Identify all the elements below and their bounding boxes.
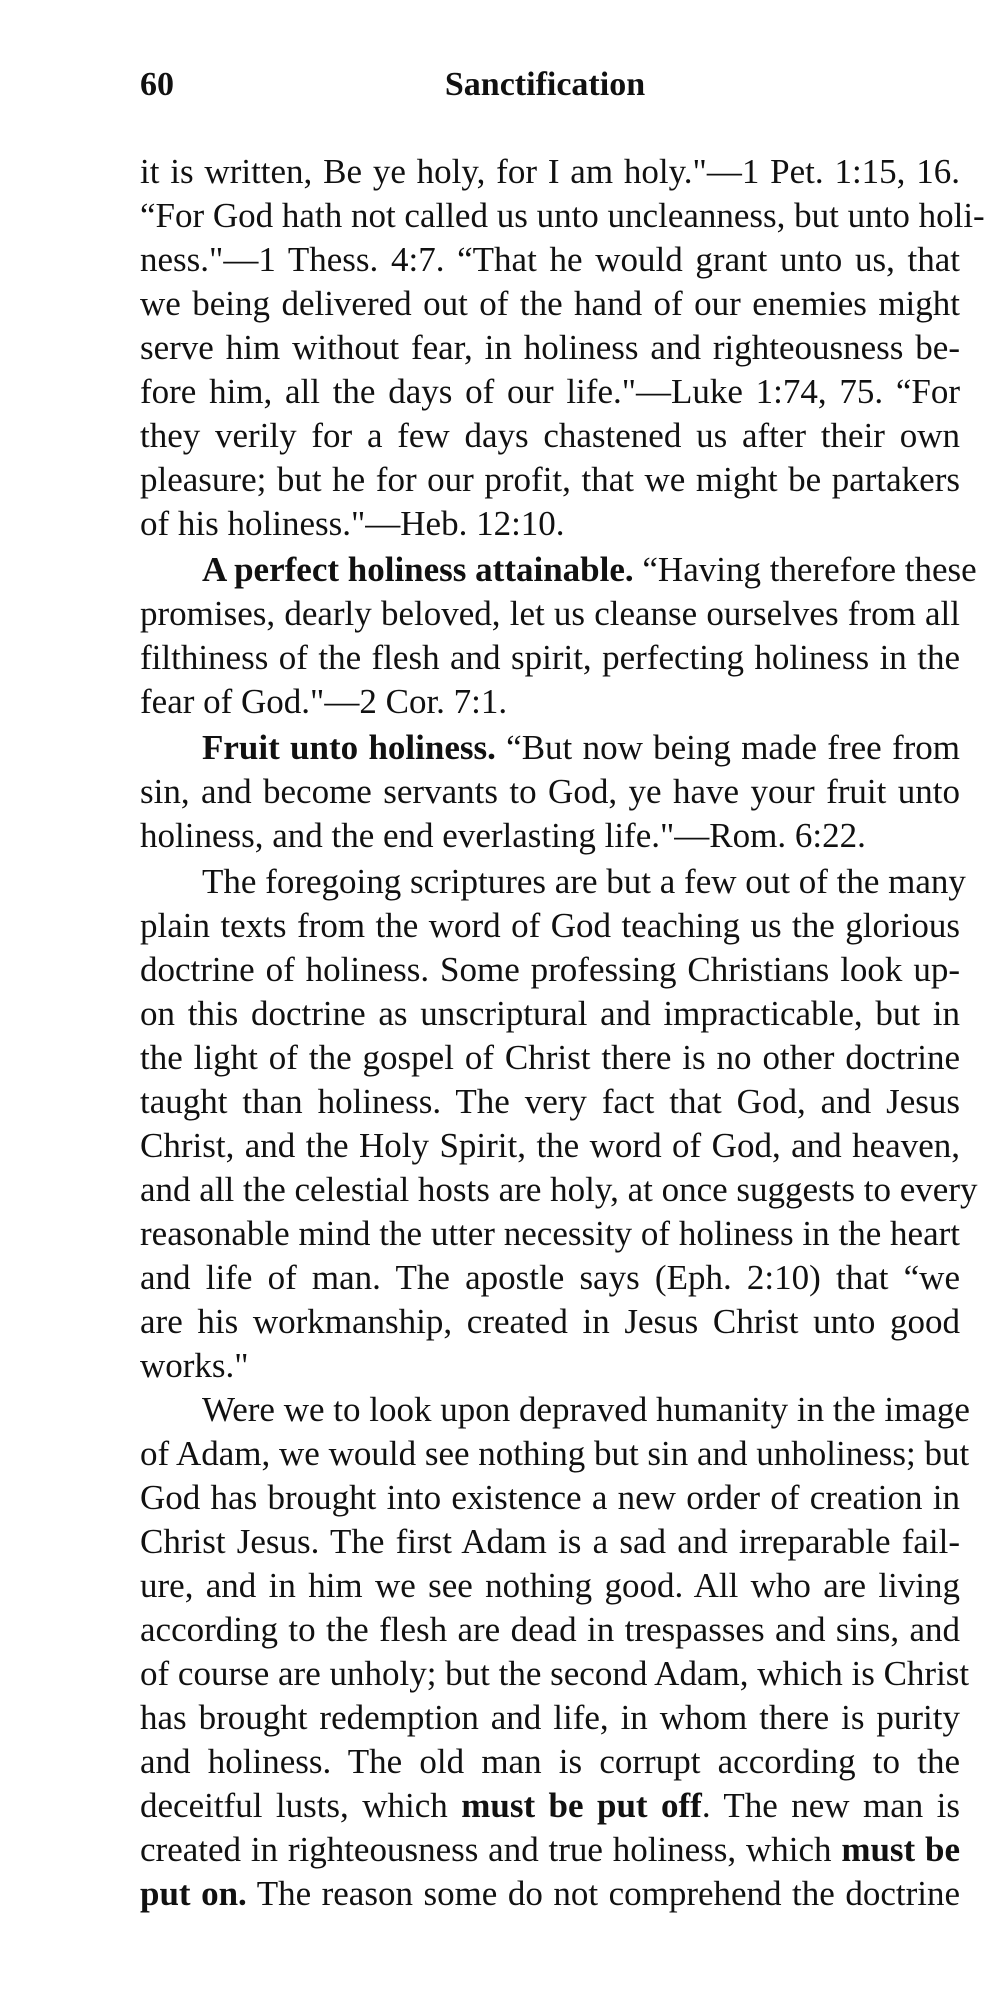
- emphasis-must-be-put-off: must be put off: [461, 1786, 702, 1825]
- text-line: [140, 726, 960, 770]
- emphasis-put-on: put on.: [140, 1874, 247, 1913]
- text-line: ure, and in him we see nothing good. All who are living: [140, 1566, 960, 1605]
- text-line: according to the flesh are dead in trespasses and sins, and: [140, 1610, 960, 1649]
- text-line: serve him without fear, in holiness and righteousness be-: [140, 328, 960, 367]
- text-line: [140, 1872, 960, 1916]
- text-line: ness."—1 Thess. 4:7. “That he would grant unto us, that: [140, 240, 960, 279]
- text-run: deceitful lusts, which: [140, 1786, 448, 1825]
- text-line: doctrine of holiness. Some professing Christians look up-: [140, 950, 960, 989]
- text-line: on this doctrine as unscriptural and impracticable, but in: [140, 994, 960, 1033]
- text-line: and holiness. The old man is corrupt according to the: [140, 1742, 960, 1781]
- text-line: of Adam, we would see nothing but sin and unholiness; but: [140, 1434, 970, 1473]
- text-line: sin, and become servants to God, ye have your fruit unto: [140, 772, 960, 811]
- text-line: fore him, all the days of our life."—Luke 1:74, 75. “For: [140, 372, 960, 411]
- text-line: fear of God."—2 Cor. 7:1.: [140, 682, 508, 721]
- running-title: Sanctification: [444, 66, 646, 103]
- text-line: of course are unholy; but the second Adam, which is Christ: [140, 1654, 970, 1693]
- text-run: . The new man is: [701, 1786, 961, 1825]
- page-header: [140, 66, 960, 116]
- text-line: The foregoing scriptures are but a few out of the many: [202, 862, 966, 901]
- text-run: created in righteousness and true holiness, which: [140, 1830, 832, 1869]
- text-line: promises, dearly beloved, let us cleanse ourselves from all: [140, 594, 960, 633]
- text-line: works.": [140, 1346, 249, 1385]
- text-line: [140, 1784, 960, 1828]
- text-line: are his workmanship, created in Jesus Christ unto good: [140, 1302, 960, 1341]
- text-line: “For God hath not called us unto uncleanness, but unto holi-: [140, 196, 985, 235]
- text-line: reasonable mind the utter necessity of holiness in the heart: [140, 1214, 960, 1253]
- text-line: filthiness of the flesh and spirit, perfecting holiness in the: [140, 638, 960, 677]
- text-line: we being delivered out of the hand of our enemies might: [140, 284, 960, 323]
- text-line: it is written, Be ye holy, for I am holy."—1 Pet. 1:15, 16.: [140, 152, 960, 191]
- text-line: of his holiness."—Heb. 12:10.: [140, 504, 565, 543]
- body-text: [140, 150, 985, 1916]
- text-line: the light of the gospel of Christ there is no other doctrine: [140, 1038, 960, 1077]
- text-line: Christ, and the Holy Spirit, the word of God, and heaven,: [140, 1126, 960, 1165]
- text-line: they verily for a few days chastened us after their own: [140, 416, 960, 455]
- text-line: and life of man. The apostle says (Eph. 2:10) that “we: [140, 1258, 960, 1297]
- text-line: taught than holiness. The very fact that God, and Jesus: [140, 1082, 960, 1121]
- page-number: 60: [140, 66, 174, 103]
- text-line: [140, 548, 977, 592]
- text-run: The reason some do not comprehend the doctrine: [256, 1874, 960, 1913]
- text-line: [140, 1828, 960, 1872]
- text-line: plain texts from the word of God teaching us the glorious: [140, 906, 960, 945]
- section-heading-perfect-holiness: A perfect holiness attainable.: [202, 550, 634, 589]
- text-line: God has brought into existence a new order of creation in: [140, 1478, 960, 1517]
- text-run: “Having therefore these: [642, 550, 977, 589]
- text-line: Christ Jesus. The first Adam is a sad and irreparable fail-: [140, 1522, 960, 1561]
- text-run: “But now being made free from: [506, 728, 961, 767]
- section-heading-fruit-unto-holiness: Fruit unto holiness.: [202, 728, 496, 767]
- text-line: holiness, and the end everlasting life."—Rom. 6:22.: [140, 816, 866, 855]
- text-line: Were we to look upon depraved humanity in the image: [202, 1390, 970, 1429]
- text-line: and all the celestial hosts are holy, at once suggests to every: [140, 1170, 978, 1209]
- emphasis-must-be: must be: [841, 1830, 961, 1869]
- text-line: pleasure; but he for our profit, that we might be partakers: [140, 460, 960, 499]
- text-line: has brought redemption and life, in whom there is purity: [140, 1698, 960, 1737]
